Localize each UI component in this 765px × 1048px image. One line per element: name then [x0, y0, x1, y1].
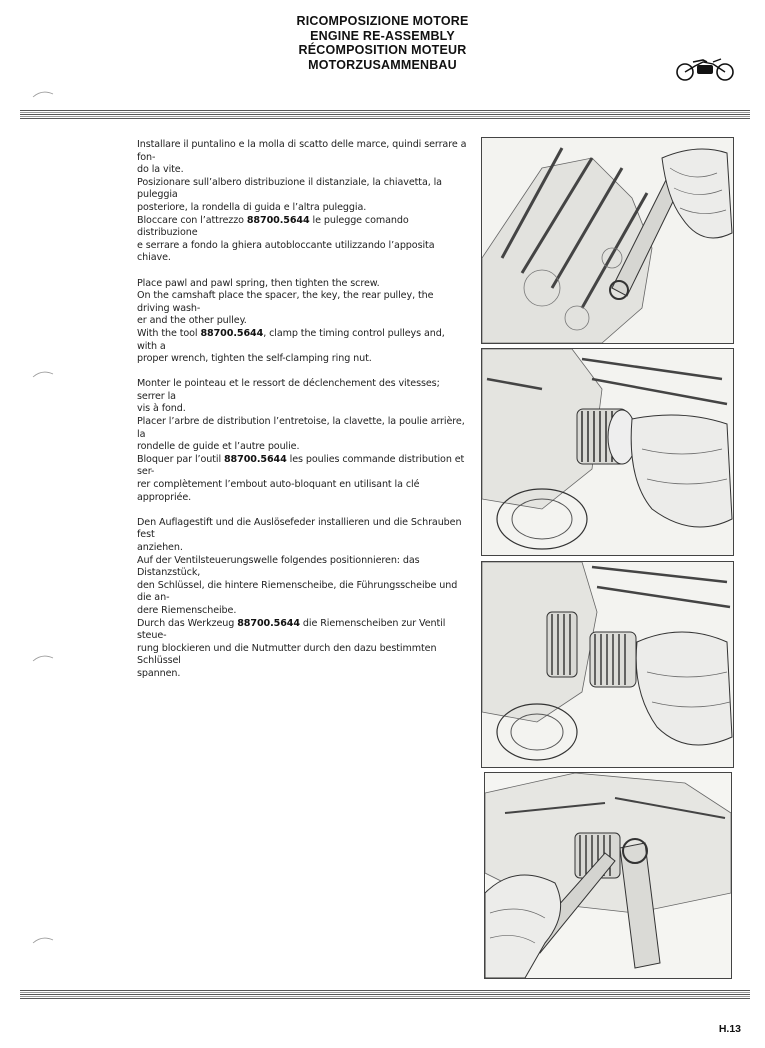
- title-italian: RICOMPOSIZIONE MOTORE: [296, 14, 469, 28]
- tool-code: 88700.5644: [246, 214, 310, 226]
- title-english: ENGINE RE-ASSEMBLY: [310, 28, 455, 43]
- paragraph-german: Den Auflagestift und die Auslösefeder installieren und die Schrauben fest anziehen. Auf der Ventilsteuerungswelle folgendes positionnieren: das Distanzstück, den Schlüssel, die hintere Riemenscheibe, die Führungsscheibe und die an- dere Riemenscheibe. Durch das Werkzeug 88700.5644 die Riemenscheiben zur Ventil steue- rung blockieren und die Nutmutter durch den dazu bestimmten Schlüssel spannen.: [137, 516, 462, 679]
- paragraph-italian: Installare il puntalino e la molla di scatto delle marce, quindi serrare a fon- do la vite. Posizionare sull’albero distribuzione il distanziale, la chiavetta, la puleggia posteriore, la rondella di guida e l’altra puleggia. Bloccare con l’attrezzo 88700.5644 le pulegge comando distribuzione e serrare a fondo la ghiera autobloccante utilizzando l’apposita chiave.: [137, 139, 467, 264]
- margin-mark: [32, 88, 54, 98]
- paragraph-french: Monter le pointeau et le ressort de déclenchement des vitesses; serrer la vis à fond. Placer l’arbre de distribution l’entretoise, la clavette, la poulie arrière, la rondelle de guide et l’autre poulie. Bloquer par l’outil 88700.5644 les poulies commande distribution et ser- rer complètement l’embout auto-bloquant en utilisant la clé appropriée.: [137, 378, 465, 503]
- margin-mark: [32, 368, 54, 378]
- tool-code: 88700.5644: [200, 327, 264, 339]
- tool-code: 88700.5644: [237, 617, 300, 629]
- title-german: MOTORZUSAMMENBAU: [308, 57, 457, 72]
- illustration-ring-nut-wrench: [484, 772, 732, 979]
- title-french: RÉCOMPOSITION MOTEUR: [298, 43, 467, 57]
- bottom-divider: [20, 990, 750, 1000]
- paragraph-english: Place pawl and pawl spring, then tighten the screw. On the camshaft place the spacer, the key, the rear pulley, the driving wash- er and the other pulley. With the tool 88700.5644, clamp the timing control pulleys and, with a proper wrench, tighten the self-clamping ring nut.: [137, 277, 445, 365]
- instructions: [137, 139, 467, 693]
- page-number: H.13: [718, 1023, 741, 1035]
- illustration-pawl-screw: [481, 137, 734, 344]
- margin-mark: [32, 652, 54, 662]
- tool-code: 88700.5644: [223, 453, 287, 465]
- illustration-second-pulley: [481, 561, 734, 768]
- margin-mark: [32, 934, 54, 944]
- header: [0, 14, 765, 72]
- motorcycle-icon: [673, 56, 737, 82]
- top-divider: [20, 110, 750, 120]
- illustration-pulley-placement: [481, 348, 734, 556]
